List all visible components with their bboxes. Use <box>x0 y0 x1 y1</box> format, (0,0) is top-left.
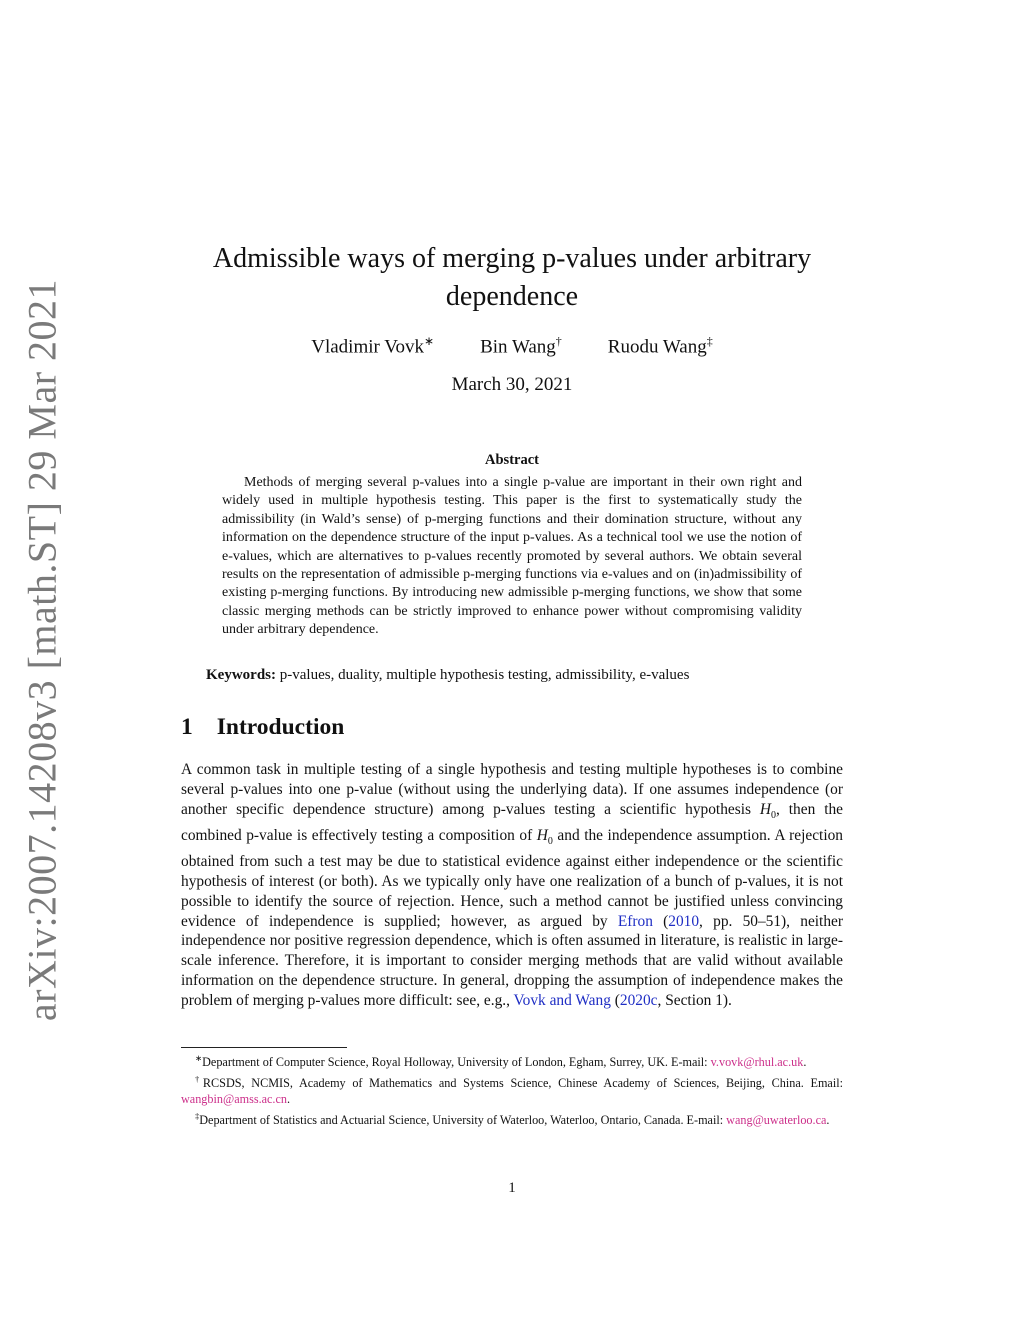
math-h0 <box>536 826 553 847</box>
citation-vovk-wang-link[interactable]: Vovk and Wang <box>513 992 611 1010</box>
arxiv-identifier-stamp: arXiv:2007.14208v3 [math.ST] 29 Mar 2021 <box>19 278 65 1022</box>
author-name: Bin Wang <box>480 336 556 358</box>
author-name: Ruodu Wang <box>607 336 707 358</box>
author-name: Vladimir Vovk <box>311 336 425 358</box>
author-footnote-mark[interactable]: † <box>555 334 562 348</box>
footnote-mark: ‡ <box>195 1110 200 1121</box>
citation-efron-link[interactable]: Efron <box>617 912 653 930</box>
introduction-paragraph <box>181 760 843 1011</box>
author-footnote-mark[interactable]: ∗ <box>424 334 435 348</box>
section-title: Introduction <box>216 714 345 740</box>
footnote-text: Department of Statistics and Actuarial Science, University of Waterloo, Waterloo, Ontario, Canada. E-mail: <box>199 1112 727 1127</box>
author <box>608 334 713 358</box>
keywords-label: Keywords: <box>206 667 276 683</box>
keywords <box>206 667 826 684</box>
footnote-punctuation: . <box>287 1092 291 1107</box>
math-h0 <box>759 800 777 821</box>
section-heading-introduction <box>181 714 344 741</box>
paper-title-line-2: dependence <box>445 281 579 312</box>
citation-efron-year-link[interactable]: 2010 <box>668 912 700 930</box>
publication-date: March 30, 2021 <box>451 374 573 395</box>
page-number: 1 <box>508 1180 516 1196</box>
body-text: ( <box>652 912 669 930</box>
keywords-text: p-values, duality, multiple hypothesis testing, admissibility, e-values <box>279 667 690 683</box>
body-text: and the independence assumption. A rejection obtained from such a test may be due to statistical evidence against either independence or the scientific hypothesis of interest (or both). As we typically only have one realization of a bunch of p-values, it is not possible to identify the source of rejection. Hence, such a method cannot be justified unless convincing evidence of independence is supplied; however, as argued by <box>181 826 843 930</box>
author-footnote-mark[interactable]: ‡ <box>706 334 713 348</box>
body-text: , pp. 50–51), neither independence nor positive regression dependence, which is often assumed in literature, is realistic in large-scale inference. Therefore, it is important to consider merging methods that are valid without available information on the dependence structure. In general, dropping the assumption of independence makes the problem of merging p-values more difficult: see, e.g., <box>181 912 843 1010</box>
abstract-heading: Abstract <box>485 452 539 468</box>
abstract-text: Methods of merging several p-values into a single p-value are important in their own right and widely used in multiple hypothesis testing. This paper is the first to systematically study the admissibility (in Wald’s sense) of p-merging functions and their domination structure, without any information on the dependence structure of the input p-values. As a technical tool we use the notion of e-values, which are alternatives to p-values recently promoted by several authors. We obtain several results on the representation of admissible p-merging functions via e-values and on (in)admissibility of existing p-merging functions. By introducing new admissible p-merging functions, we show that some classic merging methods can be strictly improved to enhance power without compromising validity under arbitrary dependence. <box>222 475 802 638</box>
math-subscript: 0 <box>547 835 553 847</box>
email-link[interactable]: v.vovk@rhul.ac.uk <box>710 1055 804 1070</box>
paper-title-line-1: Admissible ways of merging p-values under arbitrary <box>212 243 812 274</box>
footnote-divider <box>181 1047 347 1048</box>
footnote <box>181 1071 843 1108</box>
math-subscript: 0 <box>771 809 777 821</box>
email-link[interactable]: wang@uwaterloo.ca <box>726 1112 827 1127</box>
email-link[interactable]: wangbin@amss.ac.cn <box>181 1092 287 1107</box>
body-text: A common task in multiple testing of a single hypothesis and testing multiple hypotheses is to combine several p-values into one p-value (without using the underlying data). If one assumes independence (or another specific dependence structure) among p-values testing a scientific hypothesis <box>181 761 843 818</box>
math-symbol: H <box>759 800 772 818</box>
author-list <box>150 334 874 358</box>
body-text: ( <box>610 992 620 1010</box>
footnotes <box>181 1050 843 1129</box>
body-text: , then the combined p-value is effectively testing a composition of <box>181 800 843 844</box>
citation-vovk-wang-year-link[interactable]: 2020c <box>619 992 658 1010</box>
footnote <box>181 1050 843 1071</box>
footnote-mark: ∗ <box>195 1053 203 1063</box>
body-text: , Section 1). <box>657 992 732 1010</box>
footnote-mark: † <box>195 1073 203 1084</box>
footnote-punctuation: . <box>826 1112 830 1127</box>
footnote <box>181 1108 843 1129</box>
author <box>480 334 562 358</box>
footnote-text: RCSDS, NCMIS, Academy of Mathematics and Systems Science, Chinese Academy of Sciences, Beijing, China. Email: <box>202 1075 843 1090</box>
author <box>311 334 434 358</box>
footnote-punctuation: . <box>803 1055 807 1070</box>
section-number: 1 <box>181 714 193 740</box>
paper-title <box>150 240 874 316</box>
math-symbol: H <box>536 826 548 844</box>
footnote-text: Department of Computer Science, Royal Holloway, University of London, Egham, Surrey, UK. E-mail: <box>202 1055 711 1070</box>
